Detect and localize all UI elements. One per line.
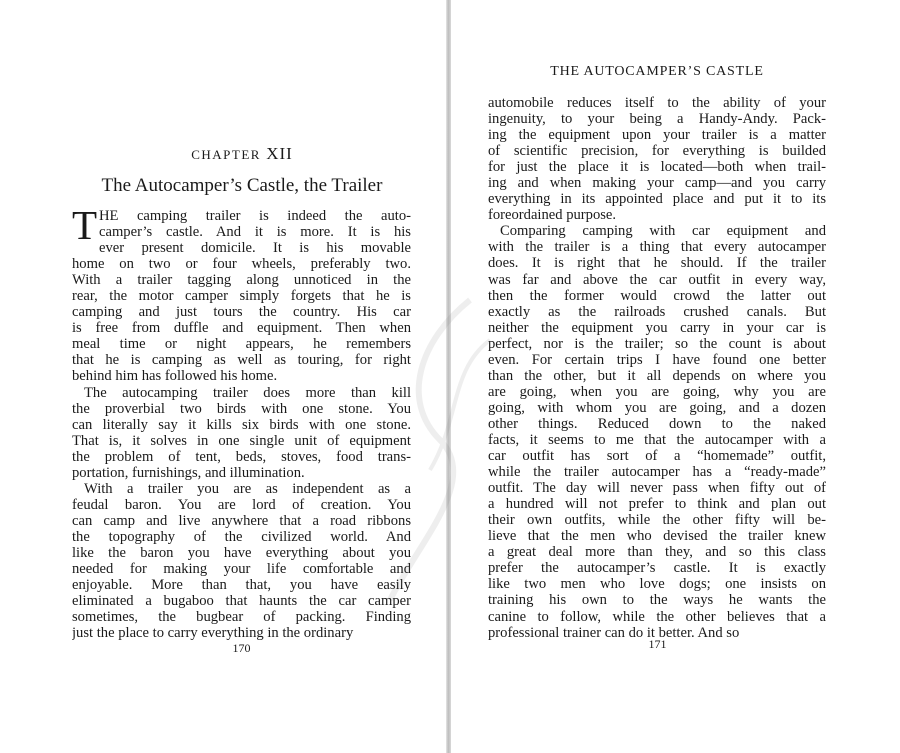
text-line: was far and above the car outfit in every way,	[488, 271, 826, 288]
text-line: canine to follow, while the other believes that a	[488, 608, 826, 625]
text-line: training his own to the ways he wants the	[488, 592, 826, 609]
text-line: eliminated a bugaboo that haunts the car camper	[72, 593, 411, 610]
right-page-body	[488, 95, 826, 641]
text-line: ing the equipment upon your trailer is a matter	[488, 127, 826, 144]
text-line: feudal baron. You are lord of creation. You	[72, 496, 411, 513]
text-line: professional trainer can do it better. And so	[488, 624, 740, 641]
text-line: other things. Reduced down to the naked	[488, 415, 826, 432]
text-line: while the trailer autocamper has a “ready-made”	[488, 464, 826, 481]
page-number-left: 170	[232, 641, 251, 655]
text-line: just the place to carry everything in the ordinary	[72, 625, 354, 642]
text-line: home on two or four wheels, preferably two.	[72, 256, 411, 273]
text-line: are going, when you are going, why you are	[488, 383, 826, 400]
text-line: is free from duffle and equipment. Then when	[72, 320, 411, 337]
right-page	[452, 0, 900, 753]
text-line: facts, it seems to me that the autocamper with a	[488, 431, 826, 448]
text-line: the problem of tent, beds, stoves, food trans-	[72, 448, 411, 465]
text-line: car outfit has sort of a “homemade” outfit,	[488, 448, 826, 465]
text-line: With a trailer tagging along unnoticed in the	[72, 272, 411, 289]
text-line: everything in its appointed place and put it to its	[488, 191, 826, 208]
text-line: sometimes, the bugbear of packing. Finding	[72, 609, 411, 626]
text-line: than the other, but it all depends on where you	[488, 367, 826, 384]
text-line: perfect, nor is the trailer; so the count is about	[488, 335, 826, 352]
text-line: does. It is right that he should. If the trailer	[488, 255, 826, 272]
text-line: portation, furnishings, and illumination.	[72, 464, 305, 481]
text-line: that he is camping as well as touring, for right	[72, 352, 411, 369]
text-line: foreordained purpose.	[488, 207, 617, 224]
text-line: That is, it solves in one single unit of equipment	[72, 432, 411, 449]
text-line: HE camping trailer is indeed the auto-	[99, 208, 411, 224]
text-line: With a trailer you are as independent as a	[84, 480, 411, 497]
text-line: a hundred will not prefer to think and plan out	[488, 496, 826, 513]
chapter-heading	[72, 144, 412, 164]
text-line: rear, the motor camper simply forgets that he is	[72, 288, 411, 305]
text-line: outfit. The day will never pass when fifty out of	[488, 480, 826, 497]
text-line: camper’s castle. And it is more. It is his	[99, 224, 411, 241]
text-line: camping and just tours the country. His car	[72, 304, 411, 321]
text-line: the topography of the civilized world. And	[72, 528, 411, 545]
text-line: can camp and live anywhere that a road ribbons	[72, 512, 411, 529]
text-line: the proverbial two birds with one stone. You	[72, 400, 411, 417]
left-page-body	[72, 202, 411, 642]
chapter-title: The Autocamper’s Castle, the Trailer	[101, 175, 383, 196]
text-line: The autocamping trailer does more than kill	[84, 384, 411, 401]
drop-cap: T	[72, 202, 98, 248]
text-line: of scientific precision, for everything is builded	[488, 143, 826, 160]
text-line: enjoyable. More than that, you have easily	[72, 577, 411, 594]
text-line: prefer the autocamper’s castle. It is exactly	[488, 560, 826, 577]
chapter-label-prefix: CHAPTER	[191, 147, 261, 162]
left-page	[0, 0, 447, 753]
text-line: a great deal more than they, and so this class	[488, 544, 826, 561]
book-gutter	[446, 0, 451, 753]
text-line: automobile reduces itself to the ability of your	[488, 95, 826, 111]
text-line: ing and when making your camp—and you carry	[488, 175, 826, 192]
text-line: needed for making your life comfortable and	[72, 561, 411, 578]
text-line: then the former would crowd the latter out	[488, 287, 826, 304]
text-line: ingenuity, to your being a Handy-Andy. Pack-	[488, 111, 826, 128]
text-line: for just the place it is located—both when trail-	[488, 159, 826, 176]
text-line: like two men who love dogs; one insists on	[488, 576, 826, 593]
text-line: meal time or night appears, he remembers	[72, 336, 411, 353]
text-line: ever present domicile. It is his movable	[99, 240, 411, 257]
text-line: can literally say it kills six birds with one stone.	[72, 416, 411, 433]
text-line: lieve that the men who devised the trailer knew	[488, 528, 826, 545]
text-line: exactly as the railroads crushed canals. But	[488, 303, 826, 320]
text-line: behind him has followed his home.	[72, 368, 278, 385]
text-line: their own outfits, while the other fifty will be-	[488, 512, 826, 529]
text-line: like the baron you have everything about you	[72, 544, 411, 561]
chapter-number: XII	[266, 144, 293, 163]
running-head: THE AUTOCAMPER’S CASTLE	[550, 64, 764, 79]
text-line: going, with whom you are going, and a dozen	[488, 399, 826, 416]
text-line: even. For certain trips I have found one better	[488, 351, 826, 368]
text-line: Comparing camping with car equipment and	[500, 223, 826, 240]
page-number-right: 171	[648, 637, 667, 651]
text-line: neither the equipment you carry in your car is	[488, 319, 826, 336]
text-line: with the trailer is a thing that every autocamper	[488, 239, 826, 256]
